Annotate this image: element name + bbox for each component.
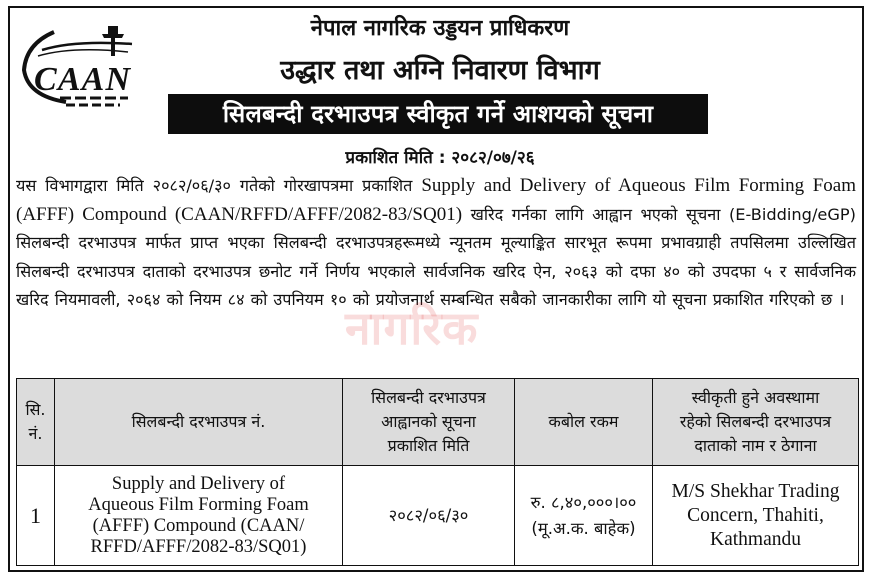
header-bid-amount: कबोल रकम (515, 379, 653, 466)
organization-name: नेपाल नागरिक उड्डयन प्राधिकरण (310, 16, 570, 41)
notice-body (16, 172, 856, 315)
notice-title: सिलबन्दी दरभाउपत्र स्वीकृत गर्ने आशयको सूचना (168, 94, 708, 134)
header-bid-number: सिलबन्दी दरभाउपत्र नं. (55, 379, 343, 466)
row-bidder: M/S Shekhar Trading Concern, Thahiti, Kathmandu (653, 466, 859, 566)
department-name: उद्धार तथा अग्नि निवारण विभाग (280, 55, 600, 86)
table-header-row (17, 379, 859, 466)
header-publication-date: सिलबन्दी दरभाउपत्र आह्वानको सूचना प्रकाशित मिति (343, 379, 515, 466)
caan-logo-icon (14, 12, 142, 110)
bidding-method: (E-Bidding/eGP) (728, 204, 856, 224)
procurement-title: Supply and Delivery of Aqueous Film Forming Foam (AFFF) Compound (CAAN/RFFD/AFFF/2082-83/SQ01) (16, 175, 857, 225)
watermark: नागरिक (345, 302, 479, 354)
row-publication-date: २०८२/०६/३० (343, 466, 515, 566)
row-bid-amount: रु. ८,४०,०००।०० (मू.अ.क. बाहेक) (515, 466, 653, 566)
header-serial: सि. नं. (17, 379, 55, 466)
row-bid-number: Supply and Delivery of Aqueous Film Forming Foam (AFFF) Compound (CAAN/ RFFD/AFFF/2082-83/SQ01) (55, 466, 343, 566)
bid-table (16, 378, 859, 566)
table-row (17, 466, 859, 566)
published-date: प्रकाशित मिति : २०८२/०७/२६ (345, 148, 535, 168)
body-intro: यस विभागद्वारा मिति २०८२/०६/३० गतेको गोरखापत्रमा प्रकाशित (16, 176, 422, 195)
row-serial: 1 (17, 466, 55, 566)
logo-text: CAAN (34, 61, 130, 98)
header-bidder: स्वीकृती हुने अवस्थामा रहेको सिलबन्दी दरभाउपत्र दाताको नाम र ठेगाना (653, 379, 859, 466)
body-decision: सिलबन्दी दरभाउपत्र मार्फत प्राप्त भएका सिलबन्दी दरभाउपत्रहरूमध्ये न्यूनतम मूल्याङ्कित सारभूत रूपमा प्रभावग्राही तपसिलमा उल्लिखित सिलबन्दी दरभाउपत्र दाताको दरभाउपत्र छनोट गर्ने निर्णय भएकाले सार्वजनिक खरिद ऐन, २०६३ को दफा ४० को उपदफा ५ र सार्वजनिक खरिद नियमावली, २०६४ को नियम ८४ को उपनियम १० को प्रयोजनार्थ सम्बन्धित सबैको जानकारीका लागि यो सूचना प्रकाशित गरिएको छ । (16, 233, 856, 309)
body-purpose: खरिद गर्नका लागि आह्वान भएको सूचना (462, 204, 729, 224)
